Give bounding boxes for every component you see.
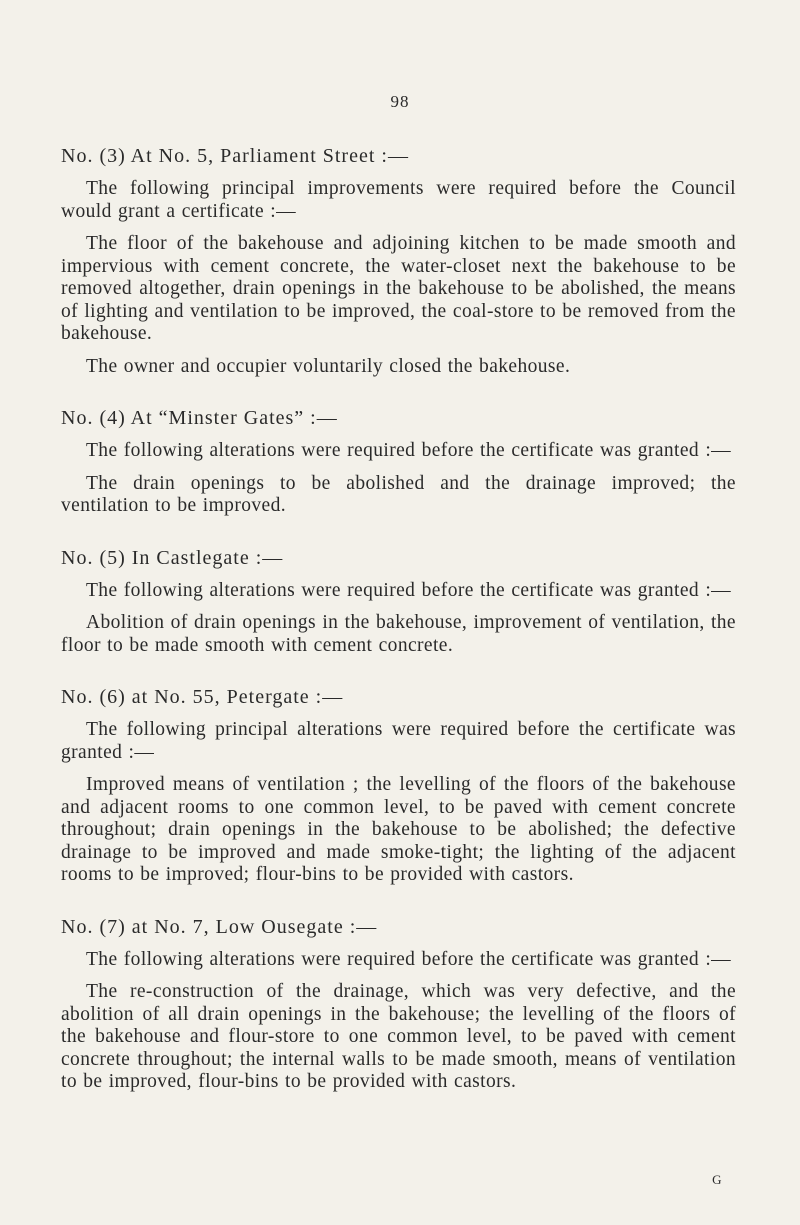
section-heading: No. (7) at No. 7, Low Ousegate :— xyxy=(61,915,378,938)
section-heading: No. (5) In Castlegate :— xyxy=(61,546,284,569)
section-intro: The following alterations were required before the certificate was granted :— xyxy=(86,440,732,461)
page-content xyxy=(61,145,736,1094)
section-note: The owner and occupier voluntarily closed the bakehouse. xyxy=(86,355,571,377)
section-intro: The following alterations were required before the certificate was granted :— xyxy=(86,948,732,970)
section-details: The floor of the bakehouse and adjoining kitchen to be made smooth and impervious with cement concrete, the water-closet next the bakehouse to be removed altogether, drain openings in the bakehouse to be abolished, the means of lighting and ventilation to be improved, the coal-store to be removed from the bakehouse. xyxy=(61,233,736,344)
page-number: 98 xyxy=(390,92,410,111)
section-heading: No. (3) At No. 5, Parliament Street :— xyxy=(61,145,409,167)
section-intro: The following principal alterations were required before the certificate was granted :— xyxy=(61,719,736,763)
section-details: Improved means of ventilation ; the levelling of the floors of the bakehouse and adjacent rooms to one common level, to be paved with cement concrete throughout; drain openings in the bakehouse to be abolished; the defective drainage to be improved and made smoke-tight; the lighting of the adjacent rooms to be improved; flour-bins to be provided with castors. xyxy=(61,774,736,885)
section-heading: No. (4) At “Minster Gates” :— xyxy=(61,407,338,429)
section-details: The drain openings to be abolished and the drainage improved; the ventilation to be improved. xyxy=(61,472,736,516)
section-heading: No. (6) at No. 55, Petergate :— xyxy=(61,686,344,708)
section-intro: The following alterations were required before the certificate was granted :— xyxy=(86,579,732,601)
signature-mark: G xyxy=(712,1172,722,1187)
section-details: The re-construction of the drainage, which was very defective, and the abolition of all drain openings in the bakehouse; the levelling of the floors of the bakehouse and flour-store to one common level, to be paved with cement concrete throughout; the internal walls to be made smooth, means of ventilation to be improved, flour-bins to be provided with castors. xyxy=(61,981,736,1092)
section-intro: The following principal improvements were required before the Council would grant a certificate :— xyxy=(61,178,736,222)
section-details: Abolition of drain openings in the bakehouse, improvement of ventilation, the floor to be made smooth with cement concrete. xyxy=(61,612,736,656)
